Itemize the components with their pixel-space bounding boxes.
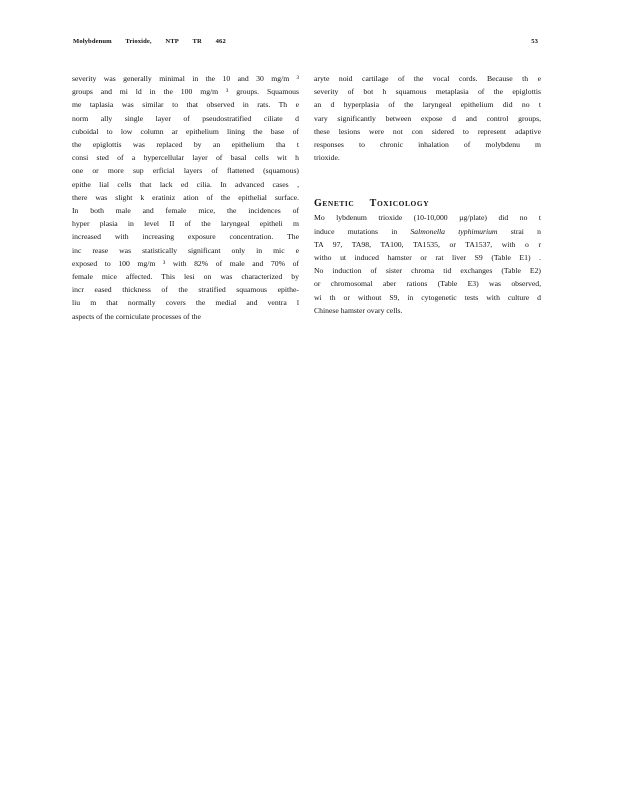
text-line: hyper plasia in level II of the laryngeal epitheli m [72,219,299,229]
text-line: aspects of the corniculate processes of the [72,311,201,321]
text-line: consi sted of a hypercellular layer of basal cells wit h [72,153,299,163]
left-column [72,72,299,323]
text-line: vary significantly between expose d and control groups, [314,113,541,123]
text-line: aryte noid cartilage of the vocal cords. Because th e [314,74,541,83]
line-text: TA 97, TA98, TA100, TA1535, or TA1537, with o r [314,239,541,249]
text-line: me taplasia was similar to that observed in rats. Th e [72,100,299,110]
line-text: wi th or without S9, in cytogenetic tests with culture d [314,292,541,302]
running-header [73,38,538,45]
running-title-part: Molybdenum [73,38,112,45]
text-line [314,291,541,304]
text-line: an d hyperplasia of the laryngeal epithelium did no t [314,100,541,110]
text-line [314,277,541,290]
species-name: Salmonella typhimurium [410,226,498,236]
text-line: the epiglottis was replaced by an epithelium tha t [72,140,299,150]
text-line [314,251,541,264]
heading-initial: G [314,198,323,210]
running-title-part: TR [192,38,202,45]
text-line [314,238,541,251]
text-line: In both male and female mice, the incidences of [72,206,299,216]
text-line [314,304,541,317]
text-line: incr eased thickness of the stratified squamous epithe- [72,285,299,295]
text-line: exposed to 100 mg/m ³ with 82% of male and 70% of [72,258,299,268]
line-text: induce mutations in [314,226,411,236]
line-text: strai n [497,226,541,236]
text-line: groups and mi ld in the 100 mg/m ³ groups. Squamous [72,87,299,97]
running-title-part: 462 [215,38,226,45]
page-number: 53 [531,38,538,45]
line-text: or chromosomal aber rations (Table E3) was observed, [314,279,541,289]
line-text: witho ut induced hamster or rat liver S9 (Table E1) . [314,253,541,263]
heading-initial: T [369,198,377,210]
text-line: liu m that normally covers the medial and ventra l [72,298,299,308]
text-line [314,225,541,238]
text-line: cuboidal to low column ar epithelium lining the base of [72,126,299,136]
text-line: inc rease was statistically significant only in mic e [72,245,299,255]
heading-smallcaps: OXICOLOGY [376,199,430,209]
text-line: severity was generally minimal in the 10 and 30 mg/m ³ [72,74,299,83]
text-line: responses to chronic inhalation of molybdenu m [314,140,541,150]
running-title-part: Trioxide, [125,38,152,45]
running-title-part: NTP [165,38,179,45]
section-heading-genetic-toxicology [314,198,541,210]
heading-smallcaps: ENETIC [322,199,355,209]
line-text: No induction of sister chroma tid exchanges (Table E2) [314,266,541,276]
text-line: increased with increasing exposure concentration. The [72,232,299,242]
text-line [314,211,541,224]
line-text: Chinese hamster ovary cells. [314,305,403,315]
running-title [73,38,238,45]
text-line: norm ally single layer of pseudostratified ciliate d [72,113,299,123]
text-line: these lesions were not con sidered to represent adaptive [314,126,541,136]
text-line: female mice affected. This lesi on was characterized by [72,272,299,282]
right-column [314,72,541,317]
text-line: epithe lial cells that lack ed cilia. In advanced cases , [72,179,299,189]
text-line: one or more sup erficial layers of flattened (squamous) [72,166,299,176]
text-line: severity of bot h squamous metaplasia of the epiglottis [314,87,541,97]
line-text: Mo lybdenum trioxide (10-10,000 µg/plate) did no t [314,213,541,223]
text-line [314,264,541,277]
text-line: there was slight k eratiniz ation of the epithelial surface. [72,192,299,202]
text-line: trioxide. [314,153,340,163]
